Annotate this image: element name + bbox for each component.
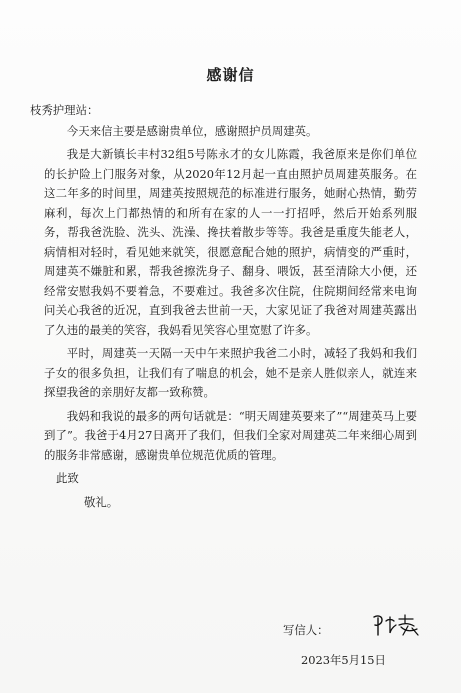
paragraph-1: 今天来信主要是感谢贵单位，感谢照护员周建英。 <box>66 123 318 138</box>
salutation: 枝秀护理站： <box>30 103 99 117</box>
closing-line-1: 此致 <box>56 471 79 485</box>
letter-title: 感谢信 <box>206 66 255 84</box>
closing-line-2: 敬礼。 <box>84 494 119 509</box>
letter-date: 2023年5月15日 <box>301 653 386 667</box>
signer-label: 写信人： <box>283 623 329 637</box>
handwritten-signature <box>370 611 426 639</box>
paragraph-2: 我是大新镇长丰村32组5号陈永才的女儿陈霞，我爸原来是你们单位的长护险上门服务对象，从2020年12月起一直由照护员周建英服务。在这二年多的时间里，周建英按照规范的标准进行服务，她耐心热情，勤劳麻利，每次上门都热情的和所有在家的人一一打招呼，然后开始系列服务，帮我爸洗脸、洗头、洗澡、搀扶着散步等等。我爸是重度失能老人，病情相对轻时，看见她来就笑，很愿意配合她的照护，病情变的严重时，周建英不嫌脏和累，帮我爸擦洗身子、翻身、喂饭，甚至清除大小便，还经常安慰我妈不要着急，不要难过。我爸多次住院，住院期间经常来电询问关心我爸的近况，直到我爸去世前一天，大家见证了我爸对周建英露出了久违的最美的笑容，我妈看见笑容心里宽慰了许多。 <box>44 147 417 337</box>
paragraph-3: 平时，周建英一天隔一天中午来照护我爸二小时，减轻了我妈和我们子女的很多负担，让我们有了喘息的机会，她不是亲人胜似亲人，就连来探望我爸的亲朋好友都一致称赞。 <box>44 346 417 399</box>
paragraph-4: 我妈和我说的最多的两句话就是：“明天周建英要来了”“周建英马上要到了”。我爸于4月27日离开了我们，但我们全家对周建英二年来细心周到的服务非常感谢，感谢贵单位规范优质的管理。 <box>44 408 417 462</box>
